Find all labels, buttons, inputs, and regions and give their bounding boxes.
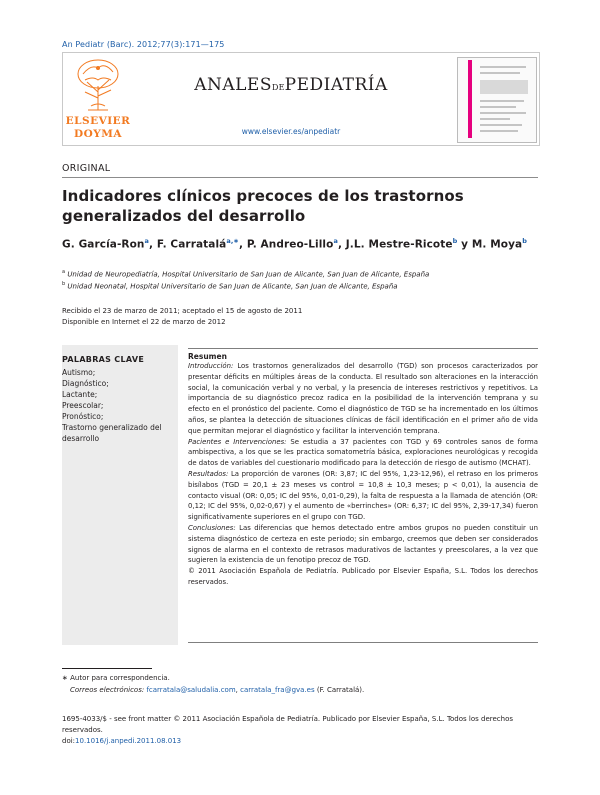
abstract-divider <box>188 348 538 349</box>
author-name: J.L. Mestre-Ricote <box>345 238 453 251</box>
abstract-conclusions: Conclusiones: Las diferencias que hemos detectado entre ambos grupos no pueden constituir un sistema diagnóstico de certeza en este periodo; sin embargo, creemos que deben ser considerados signos de alarma en el contexto de retrasos madurativos de lactantes y preescolares, a la vez que sugieren la existencia de un fenotipo precoz de TGD. <box>188 523 538 565</box>
keyword: Pronóstico; <box>62 412 104 421</box>
tree-icon <box>73 56 123 112</box>
keywords-list <box>62 367 162 444</box>
abstract-heading: Resumen <box>188 352 227 361</box>
journal-citation[interactable]: An Pediatr (Barc). 2012;77(3):171—175 <box>62 40 225 49</box>
keyword: Diagnóstico; <box>62 379 109 388</box>
abstract-patients: Pacientes e Intervenciones: Se estudia a 37 pacientes con TGD y 69 controles sanos de forma ambispectiva, a los que se les practica somatometría básica, exploraciones neurológicas y recogida de datos de variables del cuestionario modificado para la detección de riesgo de autismo (MCHAT). <box>188 437 538 468</box>
affiliation: $^b$ Unidad Neonatal, Hospital Universitario de San Juan de Alicante, San Juan de Alicante, España <box>62 281 398 291</box>
author-affiliation-marker[interactable]: a <box>144 237 149 245</box>
section-label: ORIGINAL <box>62 163 111 174</box>
keyword: Autismo; <box>62 368 96 377</box>
online-date: Disponible en Internet el 22 de marzo de 2012 <box>62 318 226 326</box>
keyword: Preescolar; <box>62 401 104 410</box>
keywords-heading: PALABRAS CLAVE <box>62 355 145 364</box>
author-affiliation-marker[interactable]: a,∗ <box>226 237 239 245</box>
corresponding-author-note: ∗ Autor para correspondencia. <box>62 674 170 682</box>
abstract-copyright: © 2011 Asociación Española de Pediatría. Publicado por Elsevier España, S.L. Todos los derechos reservados. <box>188 567 538 586</box>
keyword: Lactante; <box>62 390 98 399</box>
email-link[interactable]: fcarratala@saludalia.com <box>146 686 236 694</box>
section-divider <box>62 177 538 178</box>
footnote-divider <box>62 668 152 669</box>
journal-title: ANALESDEPEDIATRÍA <box>194 75 388 95</box>
abstract-results: Resultados: La proporción de varones (OR: 3,87; IC del 95%, 1,23-12,96), el retraso en los primeros bisílabos (TGD = 20,1 ± 23 meses vs control = 10,8 ± 10,3 meses; p < 0,01), la ausencia de contacto visual (OR: 0,05; IC del 95%, 0,01-0,29), la falta de respuesta a la llamada de atención (OR: 0,12; IC del 95%, 0,02-0,67) y el aumento de «berrinches» (OR: 6,37; IC del 95%, 2,39-17,34) fueron significativamente superiores en el grupo con TGD. <box>188 469 538 522</box>
front-matter-text: 1695-4033/$ - see front matter © 2011 Asociación Española de Pediatría. Publicado por Elsevier España, S.L. Todos los derechos reservados. <box>62 715 514 734</box>
publisher-name: ELSEVIER <box>65 115 131 127</box>
article-title: Indicadores clínicos precoces de los trastornos generalizados del desarrollo <box>62 187 464 225</box>
author-affiliation-marker[interactable]: a <box>333 237 338 245</box>
abstract-bottom-divider <box>188 642 538 643</box>
author-name: M. Moya <box>471 238 523 251</box>
email-link[interactable]: carratala_fra@gva.es <box>240 686 315 694</box>
keyword: Trastorno generalizado del desarrollo <box>62 423 162 443</box>
author-name: P. Andreo-Lillo <box>246 238 334 251</box>
journal-header <box>62 52 540 146</box>
front-matter <box>62 714 538 747</box>
publisher-logo <box>63 53 133 145</box>
doi-link[interactable]: 10.1016/j.anpedi.2011.08.013 <box>75 737 182 745</box>
abstract <box>188 345 538 588</box>
publisher-imprint: DOYMA <box>73 128 123 140</box>
affiliation: $^a$ Unidad de Neuropediatría, Hospital Universitario de San Juan de Alicante, San Juan de Alicante, España <box>62 269 430 279</box>
abstract-introduction: Introducción: Los trastornos generalizados del desarrollo (TGD) son procesos caracterizados por presentar déficits en múltiples áreas de la conducta. El resultado son alteraciones en la interacción social, la comunicación verbal y no verbal, y la presencia de intereses restrictivos y repetitivos. La importancia de su diagnóstico precoz radica en la posibilidad de la intervención temprana y su efecto en el pronóstico del paciente. Como el diagnóstico de TGD se ha incrementado en los últimos años, se plantea la detección de situaciones clínicas de fácil identificación en el primer año de vida que permitan mejorar el diagnóstico y facilitar la intervención temprana. <box>188 362 538 435</box>
journal-url-link[interactable]: www.elsevier.es/anpediatr <box>241 127 341 136</box>
author-list: G. García-Ron$^a$, F. Carratalá$^{a,∗}$, P. Andreo-Lillo$^a$, J.L. Mestre-Ricote$^b$ y M. Moya$^b$ <box>62 237 527 251</box>
received-date: Recibido el 23 de marzo de 2011; aceptado el 15 de agosto de 2011 <box>62 307 303 315</box>
author-affiliation-marker[interactable]: b <box>522 237 527 245</box>
journal-cover-thumbnail <box>457 57 537 143</box>
doi-line: doi:10.1016/j.anpedi.2011.08.013 <box>62 737 182 745</box>
author-emails: Correos electrónicos: fcarratala@saludalia.com, carratala_fra@gva.es (F. Carratalá). <box>70 686 365 694</box>
author-name: F. Carratalá <box>156 238 227 251</box>
author-affiliation-marker[interactable]: b <box>452 237 458 245</box>
author-name: G. García-Ron <box>62 238 145 251</box>
